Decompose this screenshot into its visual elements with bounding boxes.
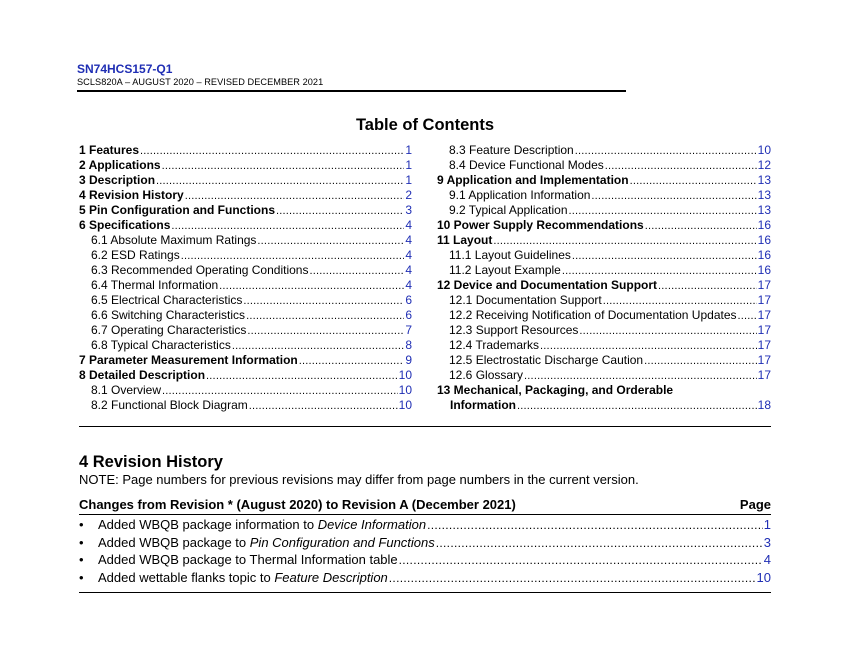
toc-entry[interactable] — [79, 218, 412, 233]
toc-entry-page[interactable]: 2 — [405, 188, 412, 202]
dot-leader — [389, 570, 756, 587]
toc-entry[interactable] — [437, 233, 771, 248]
toc-entry-label: 8.3 Feature Description — [449, 143, 574, 157]
toc-left-column — [79, 143, 412, 413]
toc-entry-page[interactable]: 13 — [757, 203, 771, 217]
toc-entry-label: 2 Applications — [79, 158, 161, 172]
dot-leader — [232, 339, 404, 353]
toc-entry-page[interactable]: 13 — [757, 188, 771, 202]
change-text-plain: Added wettable flanks topic to — [98, 569, 275, 585]
dot-leader — [603, 294, 757, 308]
toc-entry-page[interactable]: 4 — [405, 263, 412, 277]
toc-title: Table of Contents — [355, 116, 495, 134]
change-text-link[interactable]: Device Information — [317, 517, 427, 532]
toc-entry[interactable] — [79, 248, 412, 263]
toc-entry-label: 8 Detailed Description — [79, 368, 206, 382]
dot-leader — [181, 249, 405, 263]
dot-leader — [162, 384, 398, 398]
toc-entry-label: 6.2 ESD Ratings — [91, 248, 180, 262]
changes-header-label: Changes from Revision * (August 2020) to Revision A (December 2021) — [79, 497, 516, 512]
change-text — [98, 551, 398, 569]
toc-entry-page[interactable]: 10 — [398, 398, 412, 412]
toc-entry-label: 4 Revision History — [79, 188, 184, 202]
toc-entry-label: 12.3 Support Resources — [449, 323, 579, 337]
toc-entry-page[interactable]: 6 — [405, 308, 412, 322]
toc-entry-page[interactable]: 17 — [757, 293, 771, 307]
change-text — [98, 516, 426, 534]
toc-entry-page[interactable]: 10 — [398, 368, 412, 382]
toc-entry[interactable] — [437, 338, 771, 353]
toc-entry[interactable] — [437, 398, 771, 413]
toc-entry-label: 13 Mechanical, Packaging, and Orderable — [437, 383, 674, 397]
toc-entry[interactable] — [437, 188, 771, 203]
change-text — [98, 534, 435, 552]
bullet-icon: • — [79, 517, 84, 532]
change-text-plain: Added WBQB package to Thermal Information table — [98, 552, 398, 567]
change-text-plain: Added WBQB package information to — [98, 517, 318, 532]
toc-entry-page[interactable]: 16 — [757, 218, 771, 232]
dot-leader — [524, 369, 757, 383]
toc-entry-label: 6.6 Switching Characteristics — [91, 308, 246, 322]
toc-entry[interactable] — [437, 248, 771, 263]
dot-leader — [299, 354, 405, 368]
toc-entry-label: 11.2 Layout Example — [449, 263, 561, 277]
toc-entry-label: 12.2 Receiving Notification of Documentation Updates — [449, 308, 737, 322]
toc-entry-label: 12.6 Glossary — [449, 368, 524, 382]
toc-entry-label: 12.1 Documentation Support — [449, 293, 602, 307]
toc-entry[interactable] — [437, 173, 771, 188]
toc-entry-page[interactable]: 16 — [757, 263, 771, 277]
toc-entry-page[interactable]: 3 — [405, 203, 412, 217]
dot-leader — [243, 294, 404, 308]
toc-entry-page[interactable]: 1 — [405, 173, 412, 187]
dot-leader — [540, 339, 757, 353]
part-number: SN74HCS157-Q1 — [77, 62, 173, 76]
toc-entry-label: 6.3 Recommended Operating Conditions — [91, 263, 309, 277]
toc-entry-page[interactable]: 16 — [757, 233, 771, 247]
toc-entry-page[interactable]: 17 — [757, 368, 771, 382]
dot-leader — [562, 264, 757, 278]
toc-entry-label: 9 Application and Implementation — [437, 173, 629, 187]
change-item — [79, 516, 771, 534]
toc-entry-page[interactable]: 4 — [405, 248, 412, 262]
dot-leader — [427, 517, 763, 534]
toc-entry[interactable] — [437, 203, 771, 218]
change-text — [98, 569, 388, 587]
change-page[interactable]: 3 — [763, 534, 771, 550]
toc-entry-page[interactable]: 9 — [405, 353, 412, 367]
toc-entry-page[interactable]: 4 — [405, 278, 412, 292]
toc-entry[interactable] — [79, 323, 412, 338]
dot-leader — [738, 309, 757, 323]
bullet-icon: • — [79, 534, 84, 550]
changes-header-divider — [79, 514, 771, 515]
header-divider — [77, 90, 626, 92]
toc-divider — [79, 426, 771, 427]
toc-entry-label: 6.4 Thermal Information — [91, 278, 219, 292]
dot-leader — [517, 399, 757, 413]
toc-entry-label: 8.2 Functional Block Diagram — [91, 398, 248, 412]
toc-entry[interactable] — [437, 368, 771, 383]
toc-entry[interactable] — [79, 263, 412, 278]
toc-entry-page[interactable]: 13 — [757, 173, 771, 187]
toc-entry[interactable] — [79, 398, 412, 413]
toc-entry-page[interactable]: 6 — [405, 293, 412, 307]
toc-entry-page[interactable]: 12 — [757, 158, 771, 172]
toc-entry[interactable] — [437, 278, 771, 293]
toc-entry-page[interactable]: 7 — [405, 323, 412, 337]
toc-entry[interactable] — [79, 173, 412, 188]
change-page[interactable]: 10 — [756, 569, 771, 585]
dot-leader — [591, 189, 756, 203]
toc-entry[interactable] — [79, 368, 412, 383]
toc-entry-label: 1 Features — [79, 143, 140, 157]
toc-entry[interactable] — [437, 293, 771, 308]
dot-leader — [645, 219, 757, 233]
toc-entry-page[interactable]: 8 — [405, 338, 412, 352]
toc-entry-label: 6.1 Absolute Maximum Ratings — [91, 233, 257, 247]
dot-leader — [436, 535, 763, 552]
revision-note: NOTE: Page numbers for previous revisions may differ from page numbers in the current version. — [79, 472, 639, 487]
changes-bottom-divider — [79, 592, 771, 593]
toc-entry-page[interactable]: 1 — [405, 143, 412, 157]
toc-entry[interactable] — [437, 323, 771, 338]
toc-entry-page[interactable]: 4 — [405, 218, 412, 232]
change-item — [79, 551, 771, 569]
toc-entry-label: 3 Description — [79, 173, 156, 187]
toc-entry-label: 11 Layout — [437, 233, 493, 247]
toc-entry-page[interactable]: 4 — [405, 233, 412, 247]
toc-entry[interactable] — [79, 338, 412, 353]
toc-entry[interactable] — [437, 383, 771, 398]
toc-entry-label: 6.8 Typical Characteristics — [91, 338, 231, 352]
toc-entry-page[interactable]: 10 — [757, 143, 771, 157]
change-page[interactable]: 1 — [763, 517, 771, 532]
dot-leader — [399, 552, 763, 569]
changes-header — [79, 496, 771, 513]
toc-entry-page[interactable]: 1 — [405, 158, 412, 172]
dot-leader — [219, 279, 404, 293]
dot-leader — [246, 309, 404, 323]
toc-entry-label: 7 Parameter Measurement Information — [79, 353, 298, 367]
dot-leader — [493, 234, 756, 248]
toc-entry-label: 11.1 Layout Guidelines — [449, 248, 571, 262]
toc-entry-page[interactable]: 17 — [757, 323, 771, 337]
dot-leader — [249, 399, 398, 413]
toc-entry-label: 10 Power Supply Recommendations — [437, 218, 644, 232]
toc-entry-label: 12.5 Electrostatic Discharge Caution — [449, 353, 644, 367]
change-item — [79, 534, 771, 552]
toc-entry[interactable] — [79, 308, 412, 323]
toc-entry-label: 5 Pin Configuration and Functions — [79, 203, 275, 217]
dot-leader — [276, 204, 404, 218]
toc-entry-page[interactable]: 17 — [757, 308, 771, 322]
toc-entry[interactable] — [437, 143, 771, 158]
toc-entry-page[interactable]: 10 — [398, 383, 412, 397]
toc-entry-page[interactable]: 17 — [757, 278, 771, 292]
bullet-icon: • — [79, 569, 84, 585]
toc-entry-label: 9.1 Application Information — [449, 188, 591, 202]
dot-leader — [185, 189, 405, 203]
change-text-link[interactable]: Pin Configuration and Functions — [249, 534, 435, 550]
toc-entry[interactable] — [79, 203, 412, 218]
toc-entry[interactable] — [79, 353, 412, 368]
page-header — [77, 62, 626, 92]
toc-entry[interactable] — [79, 233, 412, 248]
toc-entry-label: 12.4 Trademarks — [449, 338, 540, 352]
change-item — [79, 569, 771, 587]
toc-entry-page[interactable]: 17 — [757, 353, 771, 367]
dot-leader — [658, 279, 757, 293]
toc-entry-page[interactable]: 16 — [757, 248, 771, 262]
toc-entry-label: 6.5 Electrical Characteristics — [91, 293, 243, 307]
dot-leader — [572, 249, 757, 263]
dot-leader — [575, 144, 757, 158]
toc-entry-label: 6.7 Operating Characteristics — [91, 323, 247, 337]
dot-leader — [171, 219, 404, 233]
toc-entry-label: 9.2 Typical Application — [449, 203, 568, 217]
toc-entry[interactable] — [79, 278, 412, 293]
toc-entry[interactable] — [437, 158, 771, 173]
bullet-icon: • — [79, 552, 84, 567]
toc-entry[interactable] — [79, 188, 412, 203]
toc-right-column — [437, 143, 771, 413]
dot-leader — [569, 204, 757, 218]
document-id: SCLS820A – AUGUST 2020 – REVISED DECEMBER 2021 — [77, 77, 324, 87]
dot-leader — [644, 354, 757, 368]
change-text-plain: Added WBQB package to — [98, 534, 250, 550]
dot-leader — [162, 159, 405, 173]
toc-entry-label: Information — [450, 398, 516, 412]
toc-entry-label: 12 Device and Documentation Support — [437, 278, 658, 292]
toc-entry[interactable] — [79, 293, 412, 308]
revision-history-title: 4 Revision History — [79, 453, 223, 471]
dot-leader — [309, 264, 404, 278]
toc-entry[interactable] — [437, 263, 771, 278]
dot-leader — [257, 234, 404, 248]
toc-entry-label: 8.1 Overview — [91, 383, 162, 397]
toc-entry[interactable] — [437, 353, 771, 368]
dot-leader — [630, 174, 757, 188]
change-text-link[interactable]: Feature Description — [274, 569, 388, 585]
toc-entry-label: 8.4 Device Functional Modes — [449, 158, 604, 172]
dot-leader — [579, 324, 756, 338]
changes-list — [79, 516, 771, 586]
dot-leader — [247, 324, 404, 338]
changes-page-header: Page — [739, 497, 771, 512]
toc-entry-page[interactable]: 17 — [757, 338, 771, 352]
change-page[interactable]: 4 — [763, 552, 771, 567]
toc-entry-page[interactable]: 18 — [757, 398, 771, 412]
dot-leader — [156, 174, 404, 188]
dot-leader — [206, 369, 398, 383]
toc-entry[interactable] — [79, 158, 412, 173]
dot-leader — [605, 159, 757, 173]
toc-entry[interactable] — [437, 218, 771, 233]
dot-leader — [140, 144, 404, 158]
toc-entry[interactable] — [79, 143, 412, 158]
toc-entry-label: 6 Specifications — [79, 218, 171, 232]
toc-entry[interactable] — [79, 383, 412, 398]
toc-entry[interactable] — [437, 308, 771, 323]
